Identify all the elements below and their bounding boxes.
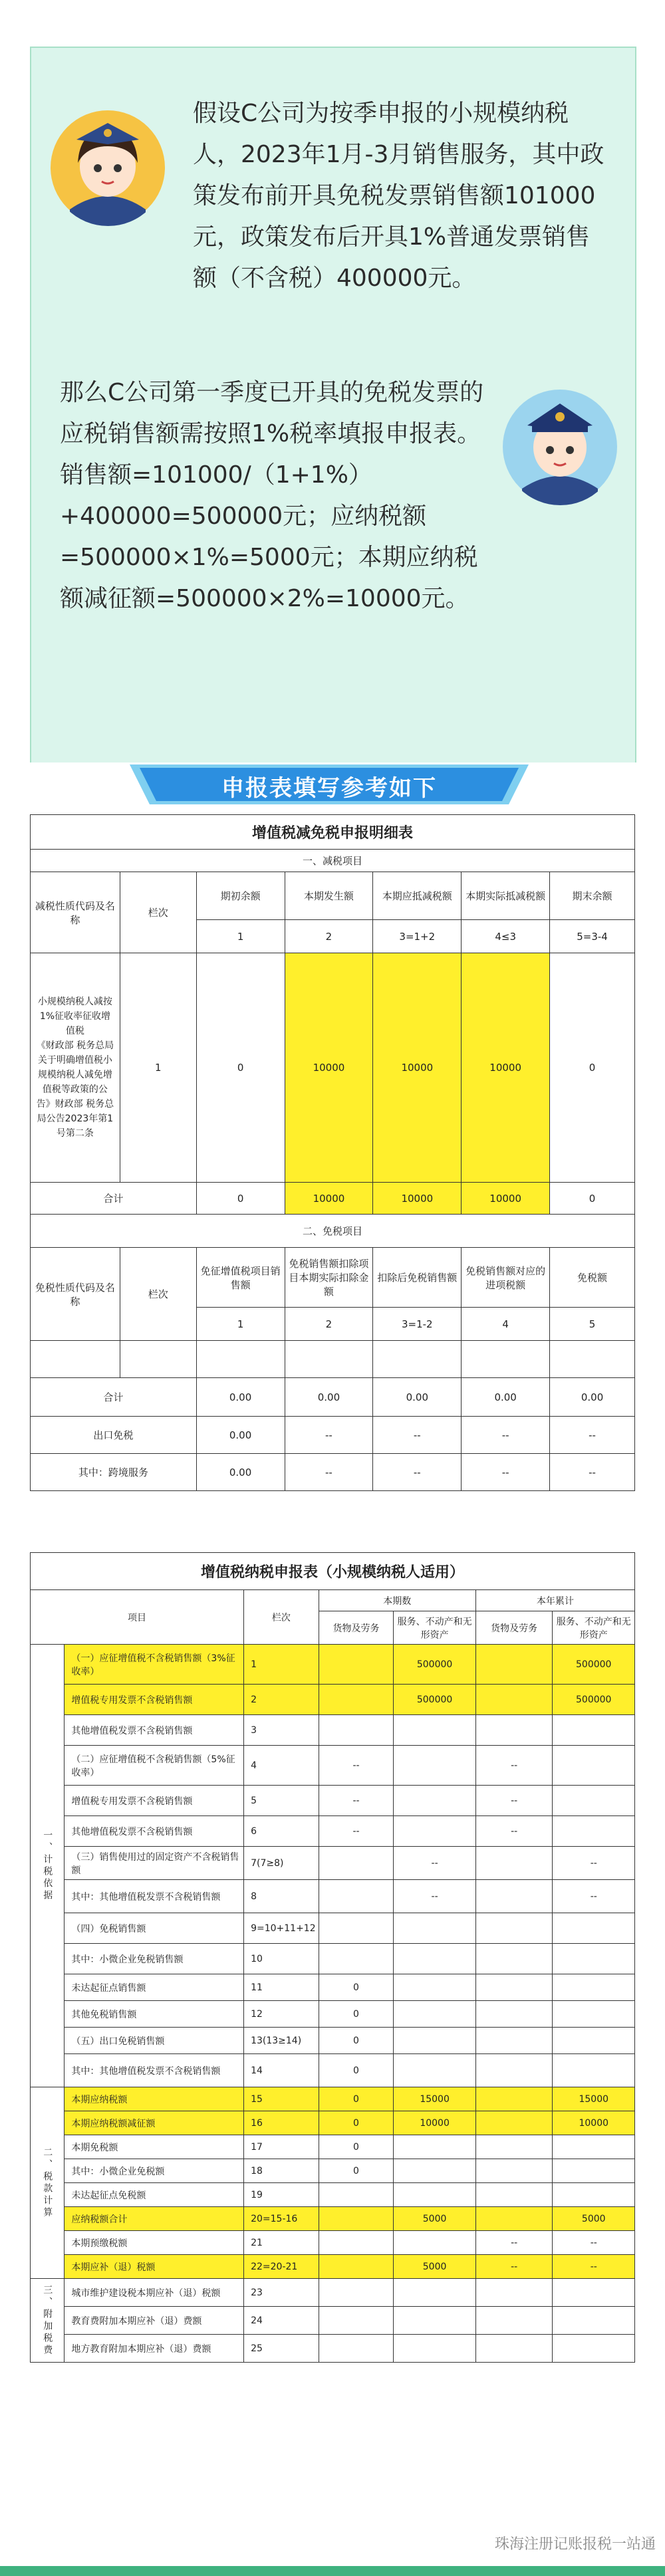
table-row xyxy=(31,1847,635,1880)
table2-line-number: 10 xyxy=(244,1944,319,1974)
table1-header-exempt-amount: 免税额 xyxy=(550,1248,635,1308)
table2-item-label: 教育费附加本期应补（退）费额 xyxy=(65,2307,244,2335)
table2-item-label: 其他增值税发票不含税销售额 xyxy=(65,1715,244,1746)
table2-item-label: 本期应补（退）税额 xyxy=(65,2255,244,2279)
table-cell: 0.00 xyxy=(196,1417,285,1454)
table-cell: 500000 xyxy=(553,1645,635,1685)
table-cell xyxy=(394,1786,475,1816)
table-cell xyxy=(553,2279,635,2307)
table2-header-item: 项目 xyxy=(31,1590,244,1645)
table-cell xyxy=(319,2207,394,2231)
table-cell xyxy=(319,1880,394,1913)
table1-header-line: 栏次 xyxy=(120,1248,196,1341)
table2-section-label: 一、计税依据 xyxy=(31,1645,65,2087)
reference-banner xyxy=(130,758,529,811)
table-row xyxy=(31,2159,635,2183)
table-cell: -- xyxy=(319,1746,394,1786)
table-cell xyxy=(394,2307,475,2335)
intro-paragraph-1: 假设C公司为按季申报的小规模纳税人，2023年1月-3月销售服务，其中政策发布前开具免税发票销售额101000元，政策发布后开具1%普通发票销售额（不含税）400000元。 xyxy=(193,100,604,292)
table-cell: 0 xyxy=(319,1974,394,2001)
table-row xyxy=(31,2087,635,2111)
table2-section-label: 二、税款计算 xyxy=(31,2087,65,2279)
table-cell xyxy=(475,2279,553,2307)
table-cell: 0 xyxy=(319,2111,394,2135)
table1-reduction-name: 小规模纳税人减按1%征收率征收增值税 《财政部 税务总局关于明确增值税小规模纳税人减免增值税等政策的公告》财政部 税务总局公告2023年第1号第二条 xyxy=(31,953,120,1183)
table-cell xyxy=(319,1913,394,1944)
table-cell xyxy=(31,1341,120,1378)
table-cell xyxy=(394,2231,475,2255)
table2-header-ytd: 本年累计 xyxy=(475,1590,634,1611)
table-cell xyxy=(394,1913,475,1944)
table-row xyxy=(31,1816,635,1847)
table-cell: -- xyxy=(394,1847,475,1880)
table2-item-label: 其中：其他增值税发票不含税销售额 xyxy=(65,2054,244,2087)
table-cell xyxy=(319,1944,394,1974)
table-cell xyxy=(319,1685,394,1715)
table1-header-line: 栏次 xyxy=(120,872,196,953)
table-cell xyxy=(553,2159,635,2183)
table-cell xyxy=(553,2307,635,2335)
table2-line-number: 2 xyxy=(244,1685,319,1715)
table-cell xyxy=(553,1974,635,2001)
table-row xyxy=(31,2307,635,2335)
table2-item-label: 其中：小微企业免税销售额 xyxy=(65,1944,244,1974)
table-cell xyxy=(394,1816,475,1847)
watermark: 珠海注册记账报税一站通 xyxy=(494,2536,656,2553)
table1-cross-border-label: 其中：跨境服务 xyxy=(31,1454,197,1491)
table2-title: 增值税纳税申报表（小规模纳税人适用） xyxy=(31,1553,635,1590)
vat-return-table xyxy=(30,1552,635,2363)
table-cell: -- xyxy=(373,1417,462,1454)
table-cell xyxy=(394,2054,475,2087)
table2-item-label: 城市维护建设税本期应补（退）税额 xyxy=(65,2279,244,2307)
table-cell: 0 xyxy=(319,2135,394,2159)
table-row xyxy=(31,2255,635,2279)
table-cell xyxy=(475,2028,553,2054)
table-cell: 0.00 xyxy=(462,1378,550,1417)
table2-item-label: 未达起征点销售额 xyxy=(65,1974,244,2001)
table-cell xyxy=(319,1715,394,1746)
table-cell xyxy=(475,2183,553,2207)
table-row xyxy=(31,1645,635,1685)
table-cell xyxy=(475,1715,553,1746)
table-cell xyxy=(475,1645,553,1685)
table-row xyxy=(31,2028,635,2054)
table2-line-number: 1 xyxy=(244,1645,319,1685)
table-cell xyxy=(394,2028,475,2054)
table1-col-number: 3=1+2 xyxy=(373,920,462,953)
table-cell: 10000 xyxy=(285,953,373,1183)
table-cell: 10000 xyxy=(373,1183,462,1215)
table-cell: -- xyxy=(462,1417,550,1454)
table2-item-label: 其他增值税发票不含税销售额 xyxy=(65,1816,244,1847)
table-cell xyxy=(319,2279,394,2307)
table2-line-number: 4 xyxy=(244,1746,319,1786)
table1-title: 增值税减免税申报明细表 xyxy=(31,815,635,850)
table-cell xyxy=(475,2307,553,2335)
table-cell xyxy=(553,1816,635,1847)
table-cell xyxy=(553,2028,635,2054)
table-row xyxy=(31,2111,635,2135)
table2-item-label: 其中：小微企业免税额 xyxy=(65,2159,244,2183)
table-cell: -- xyxy=(285,1454,373,1491)
table2-item-label: 本期应纳税额减征额 xyxy=(65,2111,244,2135)
table2-line-number: 24 xyxy=(244,2307,319,2335)
table-cell: 5000 xyxy=(394,2207,475,2231)
table-cell xyxy=(319,2183,394,2207)
banner-title: 申报表填写参考如下 xyxy=(221,775,437,802)
table-cell: 10000 xyxy=(394,2111,475,2135)
table2-header-goods: 货物及劳务 xyxy=(319,1611,394,1645)
table-cell xyxy=(285,1341,373,1378)
table1-col-number: 1 xyxy=(196,1308,285,1341)
table-cell: 10000 xyxy=(553,2111,635,2135)
table1-export-label: 出口免税 xyxy=(31,1417,197,1454)
table-cell xyxy=(475,2111,553,2135)
tax-reduction-detail-table xyxy=(30,814,635,1491)
table2-line-number: 17 xyxy=(244,2135,319,2159)
table-cell xyxy=(475,2001,553,2028)
table-cell: 500000 xyxy=(394,1645,475,1685)
table-cell xyxy=(319,2231,394,2255)
table-cell: 500000 xyxy=(553,1685,635,1715)
table2-line-number: 5 xyxy=(244,1786,319,1816)
table-cell: 0.00 xyxy=(285,1378,373,1417)
table-cell: -- xyxy=(475,1786,553,1816)
table1-col-number: 3=1-2 xyxy=(373,1308,462,1341)
table-cell: 0.00 xyxy=(196,1378,285,1417)
table-cell xyxy=(120,1341,196,1378)
table1-col-number: 5=3-4 xyxy=(550,920,635,953)
table2-line-number: 11 xyxy=(244,1974,319,2001)
table1-total-label: 合计 xyxy=(31,1183,197,1215)
table-cell: 0 xyxy=(196,953,285,1183)
table2-item-label: 未达起征点免税额 xyxy=(65,2183,244,2207)
table-cell xyxy=(550,1341,635,1378)
table-cell: -- xyxy=(475,1816,553,1847)
table-cell: 10000 xyxy=(462,1183,550,1215)
table2-line-number: 23 xyxy=(244,2279,319,2307)
footer-bar xyxy=(0,2566,665,2576)
table-cell xyxy=(553,1715,635,1746)
table-cell xyxy=(553,1944,635,1974)
table-cell xyxy=(394,2335,475,2363)
table-cell xyxy=(319,1645,394,1685)
table-cell xyxy=(196,1341,285,1378)
table2-header-current: 本期数 xyxy=(319,1590,475,1611)
table-cell: 15000 xyxy=(553,2087,635,2111)
table2-line-number: 9=10+11+12 xyxy=(244,1913,319,1944)
table-cell xyxy=(475,1685,553,1715)
table1-col-number: 2 xyxy=(285,920,373,953)
table-cell: -- xyxy=(550,1454,635,1491)
table-cell: 0 xyxy=(196,1183,285,1215)
table1-col-number: 4 xyxy=(462,1308,550,1341)
table-cell xyxy=(394,2159,475,2183)
table-cell: 15000 xyxy=(394,2087,475,2111)
table-cell: -- xyxy=(553,2255,635,2279)
table2-item-label: （一）应征增值税不含税销售额（3%征收率） xyxy=(65,1645,244,1685)
table1-header-after-deduction: 扣除后免税销售额 xyxy=(373,1248,462,1308)
table-cell: -- xyxy=(373,1454,462,1491)
table-cell xyxy=(462,1341,550,1378)
table1-col-number: 4≤3 xyxy=(462,920,550,953)
table-cell: 0 xyxy=(319,2159,394,2183)
table-cell xyxy=(475,1880,553,1913)
table-row xyxy=(31,2207,635,2231)
table2-header-line: 栏次 xyxy=(244,1590,319,1645)
table1-col-number: 5 xyxy=(550,1308,635,1341)
table2-line-number: 15 xyxy=(244,2087,319,2111)
table-cell: -- xyxy=(394,1880,475,1913)
table-cell xyxy=(394,1746,475,1786)
table1-header-closing: 期末余额 xyxy=(550,872,635,920)
table-cell xyxy=(319,2307,394,2335)
table-cell xyxy=(475,1913,553,1944)
table1-col-number: 1 xyxy=(196,920,285,953)
table-row xyxy=(31,2135,635,2159)
table2-line-number: 3 xyxy=(244,1715,319,1746)
table-row xyxy=(31,1746,635,1786)
table1-section-exemption: 二、免税项目 xyxy=(31,1215,635,1248)
table-cell xyxy=(475,2207,553,2231)
table-cell: -- xyxy=(319,1786,394,1816)
table-row xyxy=(31,1974,635,2001)
table1-header-opening: 期初余额 xyxy=(196,872,285,920)
table-cell xyxy=(475,2335,553,2363)
table-cell: -- xyxy=(553,2231,635,2255)
table-cell xyxy=(475,1974,553,2001)
table-cell: 0.00 xyxy=(196,1454,285,1491)
table-cell: 10000 xyxy=(373,953,462,1183)
table-cell: -- xyxy=(285,1417,373,1454)
table-row xyxy=(31,2054,635,2087)
table2-item-label: 增值税专用发票不含税销售额 xyxy=(65,1786,244,1816)
table1-header-exempt-sales: 免征增值税项目销售额 xyxy=(196,1248,285,1308)
table-cell xyxy=(553,2054,635,2087)
table-row xyxy=(31,1685,635,1715)
table-cell xyxy=(394,2183,475,2207)
table-cell xyxy=(553,1786,635,1816)
table-cell xyxy=(394,1974,475,2001)
table-cell: 500000 xyxy=(394,1685,475,1715)
table1-header-code: 减税性质代码及名称 xyxy=(31,872,120,953)
table-cell xyxy=(394,2279,475,2307)
table-row xyxy=(31,2231,635,2255)
table1-section-reduction: 一、减税项目 xyxy=(31,850,635,872)
table-cell xyxy=(553,2001,635,2028)
table-cell xyxy=(475,1847,553,1880)
table-row xyxy=(31,2335,635,2363)
table2-item-label: 本期预缴税额 xyxy=(65,2231,244,2255)
table-cell: -- xyxy=(550,1417,635,1454)
table2-line-number: 13(13≥14) xyxy=(244,2028,319,2054)
table-cell xyxy=(553,2335,635,2363)
table2-line-number: 12 xyxy=(244,2001,319,2028)
table2-item-label: 增值税专用发票不含税销售额 xyxy=(65,1685,244,1715)
table-row xyxy=(31,2279,635,2307)
table1-col-number: 2 xyxy=(285,1308,373,1341)
table-cell xyxy=(475,2054,553,2087)
table-cell xyxy=(394,1944,475,1974)
table1-reduction-line: 1 xyxy=(120,953,196,1183)
table2-line-number: 20=15-16 xyxy=(244,2207,319,2231)
table2-item-label: （二）应征增值税不含税销售额（5%征收率） xyxy=(65,1746,244,1786)
table-row xyxy=(31,1715,635,1746)
table2-item-label: 本期应纳税额 xyxy=(65,2087,244,2111)
table-cell xyxy=(319,2255,394,2279)
table2-line-number: 14 xyxy=(244,2054,319,2087)
table2-item-label: 其他免税销售额 xyxy=(65,2001,244,2028)
table-cell: -- xyxy=(319,1816,394,1847)
table-cell xyxy=(475,2135,553,2159)
table-cell xyxy=(373,1341,462,1378)
table2-section-label: 三、附加税费 xyxy=(31,2279,65,2363)
table2-item-label: 本期免税额 xyxy=(65,2135,244,2159)
female-tax-officer-avatar-icon xyxy=(50,110,166,226)
table2-header-services: 服务、不动产和无形资产 xyxy=(394,1611,475,1645)
table2-line-number: 6 xyxy=(244,1816,319,1847)
table-cell xyxy=(553,2135,635,2159)
table2-item-label: （五）出口免税销售额 xyxy=(65,2028,244,2054)
table1-header-deduction: 免税销售额扣除项目本期实际扣除金额 xyxy=(285,1248,373,1308)
table-cell: -- xyxy=(553,1847,635,1880)
table-cell: 0.00 xyxy=(550,1378,635,1417)
table-row xyxy=(31,1944,635,1974)
table2-line-number: 7(7≥8) xyxy=(244,1847,319,1880)
table-cell xyxy=(475,2087,553,2111)
table-cell: 0 xyxy=(319,2087,394,2111)
table2-header-goods: 货物及劳务 xyxy=(475,1611,553,1645)
table-cell xyxy=(394,2001,475,2028)
table2-header-services: 服务、不动产和无形资产 xyxy=(553,1611,635,1645)
table2-line-number: 16 xyxy=(244,2111,319,2135)
table2-line-number: 19 xyxy=(244,2183,319,2207)
table-cell: -- xyxy=(462,1454,550,1491)
table-cell: 10000 xyxy=(462,953,550,1183)
table-cell xyxy=(319,1847,394,1880)
table1-header-actual: 本期实际抵减税额 xyxy=(462,872,550,920)
table-cell xyxy=(475,2159,553,2183)
table-cell: -- xyxy=(553,1880,635,1913)
male-tax-officer-avatar-icon xyxy=(502,389,618,505)
table-cell: 0 xyxy=(550,953,635,1183)
table-cell: 10000 xyxy=(285,1183,373,1215)
table2-item-label: 其中：其他增值税发票不含税销售额 xyxy=(65,1880,244,1913)
table-cell: 5000 xyxy=(553,2207,635,2231)
table-cell: -- xyxy=(475,2255,553,2279)
intro-paragraph-2: 那么C公司第一季度已开具的免税发票的应税销售额需按照1%税率填报申报表。销售额=101000/（1+1%）+400000=500000元；应纳税额=500000×1%=5000元；本期应纳税额减征额=500000×2%=10000元。 xyxy=(60,379,484,612)
table-cell: 0 xyxy=(319,2028,394,2054)
table-row xyxy=(31,1880,635,1913)
table1-header-current: 本期发生额 xyxy=(285,872,373,920)
table2-line-number: 25 xyxy=(244,2335,319,2363)
table-row xyxy=(31,1786,635,1816)
table2-line-number: 21 xyxy=(244,2231,319,2255)
table1-header-input-tax: 免税销售额对应的进项税额 xyxy=(462,1248,550,1308)
table-cell: 0.00 xyxy=(373,1378,462,1417)
table-cell: -- xyxy=(475,1746,553,1786)
table2-item-label: （四）免税销售额 xyxy=(65,1913,244,1944)
table-cell xyxy=(553,2183,635,2207)
table-cell xyxy=(553,1913,635,1944)
table-cell xyxy=(394,2135,475,2159)
table1-header-deductible: 本期应抵减税额 xyxy=(373,872,462,920)
table-cell: 5000 xyxy=(394,2255,475,2279)
table-cell xyxy=(394,1715,475,1746)
table2-item-label: 应纳税额合计 xyxy=(65,2207,244,2231)
table-row xyxy=(31,2001,635,2028)
table-cell xyxy=(475,1944,553,1974)
table-cell xyxy=(319,2335,394,2363)
table2-line-number: 8 xyxy=(244,1880,319,1913)
table2-line-number: 22=20-21 xyxy=(244,2255,319,2279)
table-cell: 0 xyxy=(550,1183,635,1215)
table1-exempt-total-label: 合计 xyxy=(31,1378,197,1417)
table-cell: -- xyxy=(475,2231,553,2255)
table-cell xyxy=(553,1746,635,1786)
table2-line-number: 18 xyxy=(244,2159,319,2183)
table-row xyxy=(31,1913,635,1944)
table-row xyxy=(31,2183,635,2207)
table-cell: 0 xyxy=(319,2054,394,2087)
table2-item-label: （三）销售使用过的固定资产不含税销售额 xyxy=(65,1847,244,1880)
table2-item-label: 地方教育附加本期应补（退）费额 xyxy=(65,2335,244,2363)
table1-header-code: 免税性质代码及名称 xyxy=(31,1248,120,1341)
table-cell: 0 xyxy=(319,2001,394,2028)
